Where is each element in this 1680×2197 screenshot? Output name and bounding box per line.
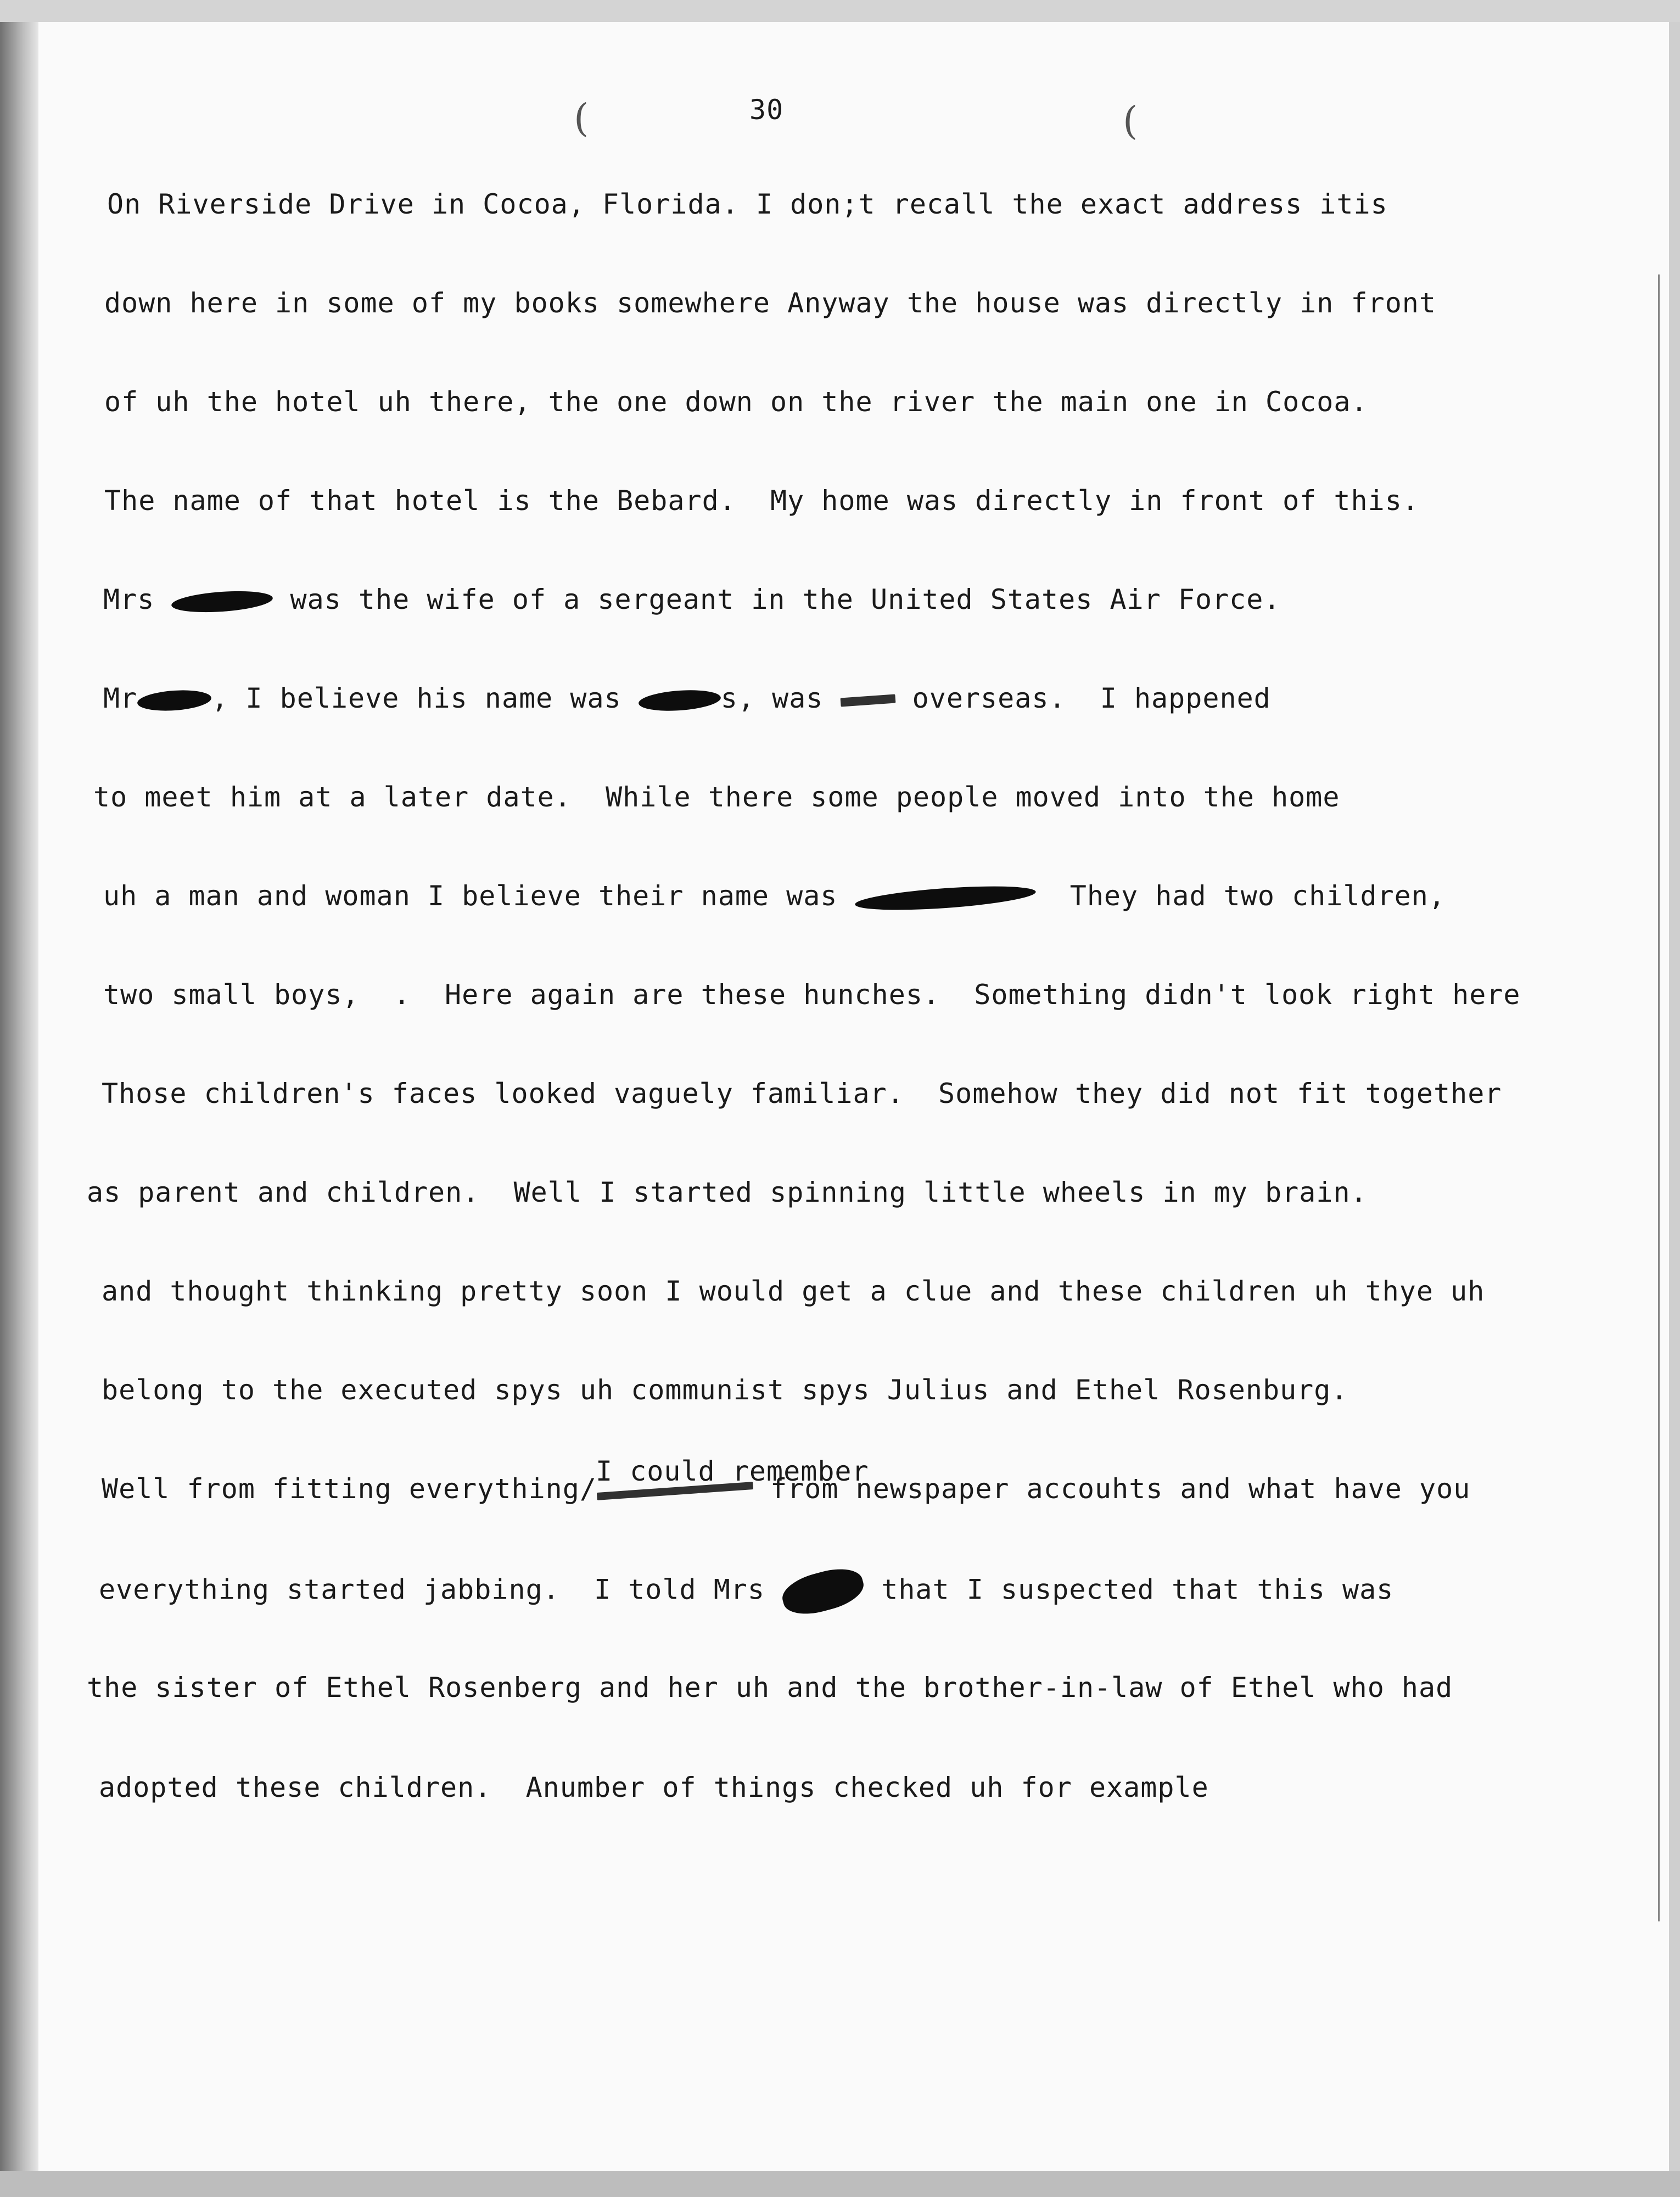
text-line: and thought thinking pretty soon I would get a clue and these children uh thye uh <box>102 1275 1485 1307</box>
punch-mark-right: ( <box>1123 98 1139 143</box>
text-line: adopted these children. Anumber of things checked uh for example <box>99 1772 1209 1803</box>
redaction-mark <box>779 1562 868 1621</box>
text-line: The name of that hotel is the Bebard. My home was directly in front of this. <box>104 485 1419 517</box>
handwritten-insert: I could remember <box>596 1455 869 1487</box>
redaction-mark <box>854 882 1037 914</box>
text-line: uh a man and woman I believe their name was They had two children, <box>103 879 1446 912</box>
scan-border-bottom <box>0 2171 1680 2197</box>
text-line: Mrs was the wife of a sergeant in the United States Air Force. <box>103 584 1281 615</box>
strikeout-mark <box>840 694 895 707</box>
text-line: Well from fitting everything/ from newspaper accouhts and what have you <box>102 1473 1471 1505</box>
text-line: of uh the hotel uh there, the one down on the river the main one in Cocoa. <box>104 386 1368 418</box>
redaction-mark <box>137 688 212 713</box>
redaction-mark <box>638 687 721 713</box>
text-line: belong to the executed spys uh communist spys Julius and Ethel Rosenburg. <box>102 1374 1348 1406</box>
scan-border-right <box>1669 22 1680 2171</box>
text-line: two small boys, . Here again are these hunches. Something didn't look right here <box>103 979 1521 1011</box>
page-number: 30 <box>749 94 784 126</box>
page-edge-line <box>1658 274 1660 1921</box>
scan-border-left <box>0 22 38 2171</box>
scan-border-top <box>0 0 1680 22</box>
document-page <box>38 22 1669 2171</box>
punch-mark-left: ( <box>574 96 590 141</box>
text-line: On Riverside Drive in Cocoa, Florida. I don;t recall the exact address itis <box>107 188 1388 220</box>
text-line: the sister of Ethel Rosenberg and her uh and the brother-in-law of Ethel who had <box>87 1672 1453 1703</box>
strikeout-mark <box>597 1482 753 1500</box>
text-line: to meet him at a later date. While there some people moved into the home <box>93 781 1340 813</box>
redaction-mark <box>171 588 273 615</box>
text-line: Mr , I believe his name was s, was overseas. I happened <box>103 682 1271 714</box>
text-line: as parent and children. Well I started spinning little wheels in my brain. <box>87 1176 1368 1208</box>
text-line: everything started jabbing. I told Mrs that I suspected that this was <box>99 1572 1393 1611</box>
text-line: down here in some of my books somewhere Anyway the house was directly in front <box>104 287 1436 319</box>
text-line: Those children's faces looked vaguely familiar. Somehow they did not fit together <box>102 1078 1502 1109</box>
